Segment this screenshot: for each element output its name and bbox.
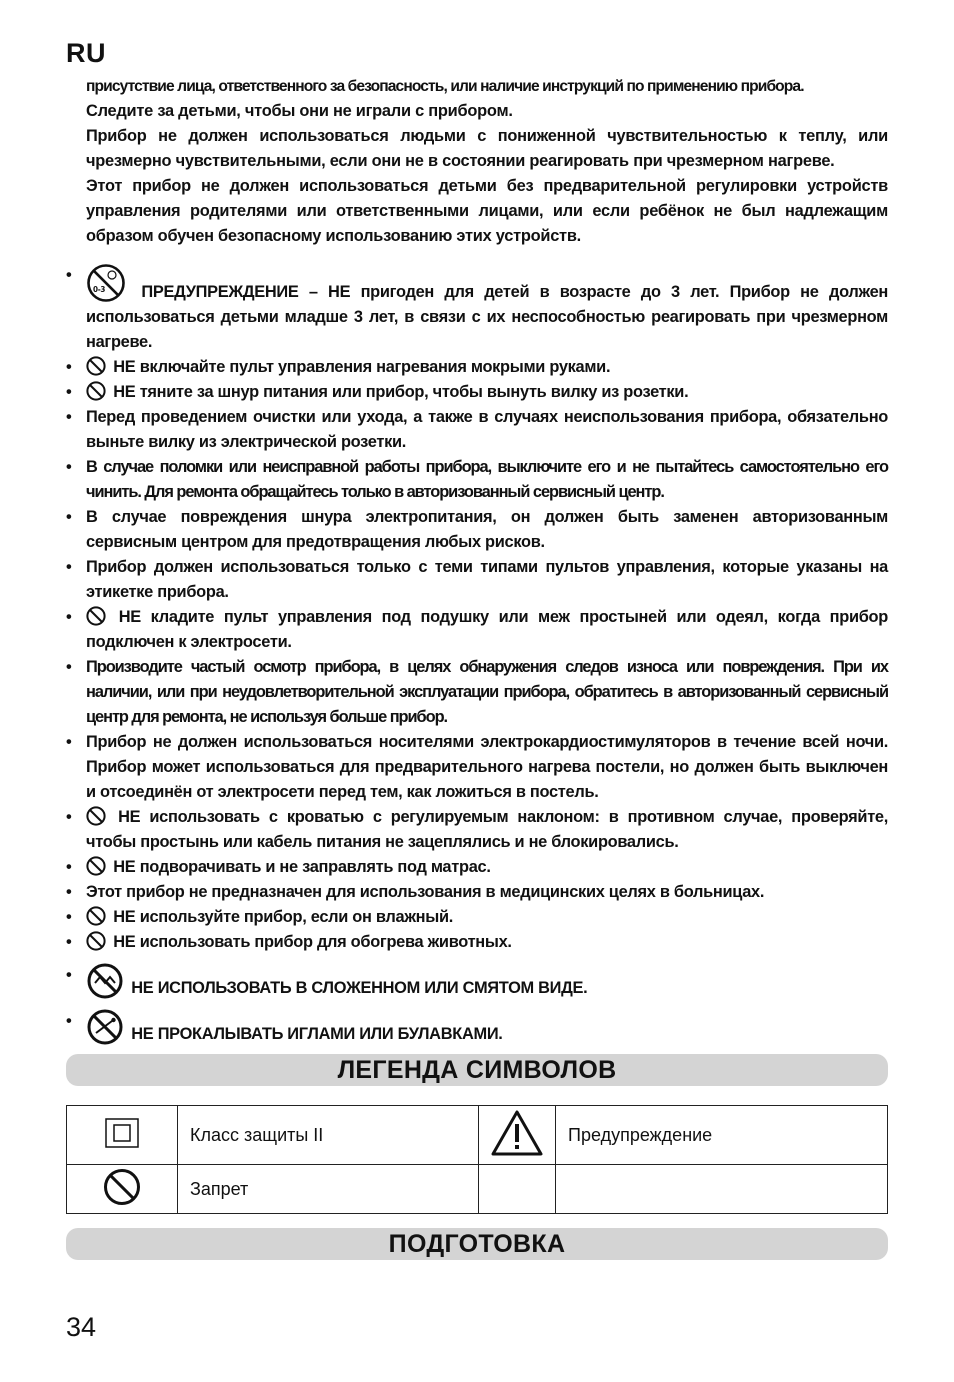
bullet: • xyxy=(66,458,71,476)
list-item-text: В случае поломки или неисправной работы прибора, выключите его и не пытайтесь самостоятельно его чинить. Для ремонта обращайтесь только в авторизованный сервисный центр. xyxy=(86,458,888,501)
list-item-text: НЕ используйте прибор, если он влажный. xyxy=(113,908,454,926)
bullet: • xyxy=(66,266,72,284)
legend-label: Предупреждение xyxy=(568,1124,713,1145)
bullet: • xyxy=(66,933,72,951)
list-item xyxy=(66,505,888,555)
prohibition-icon xyxy=(86,906,106,926)
symbol-legend-table xyxy=(66,1105,888,1214)
list-item-text: НЕ подворачивать и не заправлять под матрас. xyxy=(113,858,491,876)
legend-label: Класс защиты II xyxy=(190,1124,324,1145)
intro-paragraph: присутствие лица, ответственного за безопасность, или наличие инструкций по применению прибора. xyxy=(86,78,804,95)
no-pins-icon xyxy=(86,1009,124,1045)
intro-paragraph: Следите за детьми, чтобы они не играли с прибором. xyxy=(86,102,513,120)
prohibition-icon xyxy=(86,931,106,951)
table-cell xyxy=(67,1165,178,1214)
bullet: • xyxy=(66,858,72,876)
table-cell xyxy=(67,1106,178,1165)
bullet: • xyxy=(66,508,72,526)
table-row xyxy=(67,1106,888,1165)
list-item xyxy=(66,905,888,930)
bullet: • xyxy=(66,358,72,376)
bullet: • xyxy=(66,408,72,426)
list-item-text: Перед проведением очистки или ухода, а также в случаях неиспользования прибора, обязательно выньте вилку из электрической розетки. xyxy=(86,408,888,451)
legend-label: Запрет xyxy=(190,1178,249,1199)
list-item-text: НЕ кладите пульт управления под подушку или меж простыней или одеял, когда прибор подключен к электросети. xyxy=(86,608,888,651)
table-cell xyxy=(178,1165,479,1214)
table-cell xyxy=(479,1165,556,1214)
prohibition-icon xyxy=(86,356,106,376)
no-folding-icon xyxy=(86,963,124,999)
age-0-3-icon xyxy=(86,263,126,303)
list-item xyxy=(66,1009,888,1047)
warning-triangle-icon xyxy=(490,1109,544,1162)
list-item xyxy=(66,555,888,605)
list-item xyxy=(66,605,888,655)
bullet: • xyxy=(66,883,72,901)
prohibition-icon xyxy=(86,806,106,826)
language-code: RU xyxy=(66,38,106,68)
bullet: • xyxy=(66,608,72,626)
svg-text:0-3: 0-3 xyxy=(93,285,106,294)
list-item-text: Производите частый осмотр прибора, в целях обнаружения следов износа или повреждения. При их наличии, или при неудовлетворительной эксплуатации прибора, обратитесь в авторизованный сервисный центр для ремонта, не используя больше прибор. xyxy=(86,658,888,726)
legend-section-heading: ЛЕГЕНДА СИМВОЛОВ xyxy=(66,1054,888,1086)
list-item xyxy=(66,730,888,805)
list-item-text: НЕ тяните за шнур питания или прибор, чтобы вынуть вилку из розетки. xyxy=(113,383,689,401)
list-item xyxy=(66,855,888,880)
list-item-text: НЕ включайте пульт управления нагревания мокрыми руками. xyxy=(113,358,611,376)
list-item xyxy=(66,930,888,955)
bullet: • xyxy=(66,966,72,984)
prohibition-icon xyxy=(86,856,106,876)
list-item-text: Прибор не должен использоваться носителями электрокардиостимуляторов в течение всей ночи. Прибор может использоваться для предварительного нагрева постели, но должен быть выключен и отсоединён от электросети перед тем, как ложиться в постель. xyxy=(86,733,888,801)
prohibition-icon xyxy=(103,1168,141,1211)
list-item-text: НЕ ПРОКАЛЫВАТЬ ИГЛАМИ ИЛИ БУЛАВКАМИ. xyxy=(131,1025,503,1043)
list-item-text: В случае повреждения шнура электропитания, он должен быть заменен авторизованным сервисным центром для предотвращения любых рисков. xyxy=(86,508,888,551)
table-cell xyxy=(556,1106,888,1165)
class-ii-icon xyxy=(104,1117,140,1154)
table-cell xyxy=(479,1106,556,1165)
list-item xyxy=(66,655,888,730)
list-item-text: НЕ ИСПОЛЬЗОВАТЬ В СЛОЖЕННОМ ИЛИ СМЯТОМ ВИДЕ. xyxy=(131,979,588,997)
list-item-text: НЕ использовать с кроватью с регулируемым наклоном: в противном случае, проверяйте, чтобы простынь или кабель питания не зацеплялись и не блокировались. xyxy=(86,808,888,851)
bullet: • xyxy=(66,558,72,576)
list-item xyxy=(66,263,888,355)
prohibition-icon xyxy=(86,606,106,626)
bullet: • xyxy=(66,733,72,751)
bullet: • xyxy=(66,1012,72,1030)
bullet: • xyxy=(66,908,72,926)
list-item xyxy=(66,805,888,855)
intro-paragraph: Этот прибор не должен использоваться детьми без предварительной регулировки устройств управления родителями или ответственными лицами, или если ребёнок не был надлежащим образом обучен безопасному использованию этих устройств. xyxy=(86,177,888,245)
page-number: 34 xyxy=(66,1312,97,1342)
list-item-text: ПРЕДУПРЕЖДЕНИЕ – НЕ пригоден для детей в возрасте до 3 лет. Прибор не должен использоваться детьми младше 3 лет, в связи с их неспособностью реагировать при чрезмерном нагреве. xyxy=(86,283,888,351)
list-item xyxy=(66,963,888,1001)
list-item xyxy=(66,405,888,455)
table-cell xyxy=(178,1106,479,1165)
list-item-text: Этот прибор не предназначен для использования в медицинских целях в больницах. xyxy=(86,883,765,901)
list-item-text: НЕ использовать прибор для обогрева животных. xyxy=(113,933,512,951)
table-cell xyxy=(556,1165,888,1214)
safety-instructions xyxy=(66,74,888,1047)
bullet: • xyxy=(66,658,71,676)
list-item xyxy=(66,455,888,505)
list-item xyxy=(66,880,888,905)
preparation-section-heading: ПОДГОТОВКА xyxy=(66,1228,888,1260)
safety-bullet-list xyxy=(66,263,888,1047)
list-item xyxy=(66,355,888,380)
table-row xyxy=(67,1165,888,1214)
bullet: • xyxy=(66,383,72,401)
intro-paragraph: Прибор не должен использоваться людьми с пониженной чувствительностью к теплу, или чрезмерно чувствительными, если они не в состоянии реагировать при чрезмерном нагреве. xyxy=(86,127,888,170)
list-item-text: Прибор должен использоваться только с теми типами пультов управления, которые указаны на этикетке прибора. xyxy=(86,558,888,601)
list-item xyxy=(66,380,888,405)
prohibition-icon xyxy=(86,381,106,401)
bullet: • xyxy=(66,808,72,826)
